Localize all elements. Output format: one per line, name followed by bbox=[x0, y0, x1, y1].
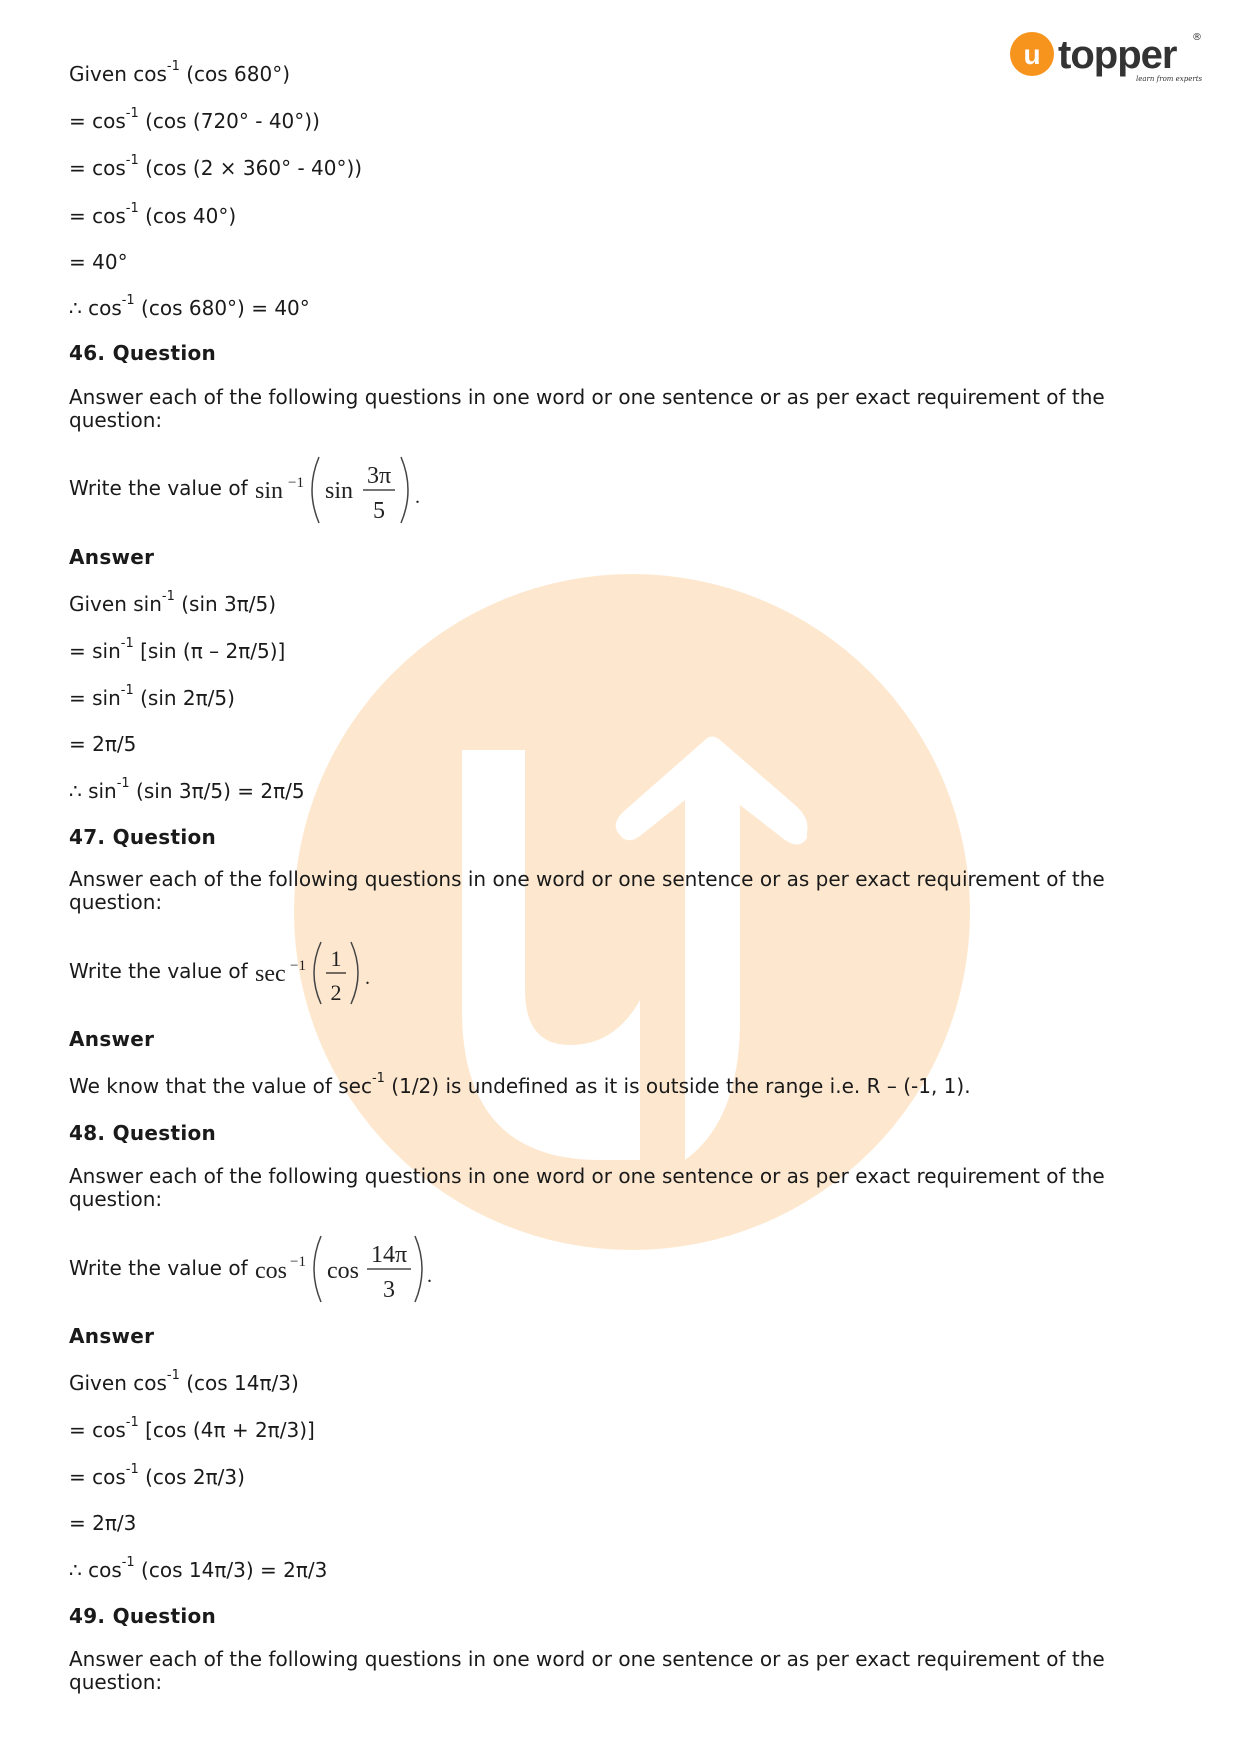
logo-letter: u bbox=[1023, 39, 1041, 70]
solution-line: = $\cos^{-1} (\cos$ (2 × 360° - 40°)) bbox=[69, 153, 363, 180]
solution-line: Given $\cos^{-1} (\cos$ 680°) bbox=[69, 59, 291, 86]
registered-mark: ® bbox=[1192, 32, 1202, 43]
svg-text:sin: sin bbox=[325, 478, 354, 504]
solution-line: Given $\cos^{-1} (\cos$ 14π/3) bbox=[69, 1368, 299, 1395]
svg-text:3: 3 bbox=[383, 1277, 395, 1303]
solution-conclusion: ∴ $\sin^{-1} (\sin$ 3π/5) = 2π/5 bbox=[69, 776, 305, 803]
svg-text:cos: cos bbox=[255, 1258, 287, 1284]
brand-name: topper bbox=[1058, 33, 1177, 77]
question-heading: 47. Question bbox=[69, 825, 217, 849]
solution-conclusion: ∴ $\cos^{-1} (\cos$ 680°) = 40° bbox=[69, 293, 310, 320]
question-prompt: Answer each of the following questions in one word or one sentence or as per exact requirement of the question: bbox=[69, 385, 1105, 432]
question-heading: 49. Question bbox=[69, 1604, 217, 1628]
math-expression bbox=[255, 1232, 495, 1306]
question-prompt: Answer each of the following questions in one word or one sentence or as per exact requirement of the question: bbox=[69, 867, 1105, 914]
solution-line: = 2π/5 bbox=[69, 732, 137, 756]
write-value-label: Write the value of bbox=[69, 1256, 248, 1280]
math-expression bbox=[255, 938, 435, 1008]
write-value-label: Write the value of bbox=[69, 959, 248, 983]
answer-heading: Answer bbox=[69, 1027, 155, 1051]
question-prompt: Answer each of the following questions in one word or one sentence or as per exact requirement of the question: bbox=[69, 1164, 1105, 1211]
svg-text:3π: 3π bbox=[366, 463, 392, 489]
solution-line: = $\cos^{-1} (\cos$ 2π/3) bbox=[69, 1462, 245, 1489]
brand-tagline: learn from experts bbox=[1136, 75, 1203, 83]
solution-line: = $\cos^{-1} (\cos$ 40°) bbox=[69, 201, 237, 228]
answer-heading: Answer bbox=[69, 1324, 155, 1348]
question-expression bbox=[69, 453, 469, 527]
svg-text:.: . bbox=[427, 1265, 432, 1287]
svg-text:−1: −1 bbox=[288, 475, 304, 491]
solution-conclusion: ∴ $\cos^{-1} (\cos$ 14π/3) = 2π/3 bbox=[69, 1555, 328, 1582]
question-expression bbox=[69, 1232, 489, 1306]
question-expression bbox=[69, 938, 429, 1008]
svg-text:−1: −1 bbox=[290, 1254, 306, 1270]
solution-line: = $\cos^{-1} (\cos$ (720° - 40°)) bbox=[69, 106, 320, 133]
svg-text:14π: 14π bbox=[370, 1242, 408, 1268]
svg-text:−1: −1 bbox=[290, 958, 306, 974]
solution-line: = 2π/3 bbox=[69, 1511, 137, 1535]
solution-line: = $\sin^{-1} (\sin$ 2π/5) bbox=[69, 683, 235, 710]
write-value-label: Write the value of bbox=[69, 476, 248, 500]
math-expression bbox=[255, 453, 485, 527]
question-heading: 48. Question bbox=[69, 1121, 217, 1145]
question-heading: 46. Question bbox=[69, 341, 217, 365]
brand-logo bbox=[1010, 26, 1210, 91]
svg-text:1: 1 bbox=[330, 946, 342, 971]
solution-line: = $\sin^{-1} [\sin$ (π – 2π/5)] bbox=[69, 636, 286, 663]
solution-line: = 40° bbox=[69, 250, 128, 274]
answer-heading: Answer bbox=[69, 545, 155, 569]
svg-text:.: . bbox=[365, 967, 370, 989]
question-prompt: Answer each of the following questions in one word or one sentence or as per exact requirement of the question: bbox=[69, 1647, 1105, 1694]
svg-text:5: 5 bbox=[373, 498, 385, 524]
svg-text:2: 2 bbox=[330, 980, 342, 1005]
svg-text:sin: sin bbox=[255, 478, 284, 504]
solution-line: = $\cos^{-1} [\cos$ (4π + 2π/3)] bbox=[69, 1415, 315, 1442]
svg-text:cos: cos bbox=[327, 1258, 359, 1284]
solution-line: We know that the value of $\sec^{-1} (1/2)$ is undefined as it is outside the range i.e. R – (-1, 1). bbox=[69, 1071, 971, 1098]
svg-text:.: . bbox=[415, 486, 420, 508]
solution-line: Given $\sin^{-1} (\sin$ 3π/5) bbox=[69, 589, 277, 616]
svg-text:sec: sec bbox=[255, 961, 286, 987]
